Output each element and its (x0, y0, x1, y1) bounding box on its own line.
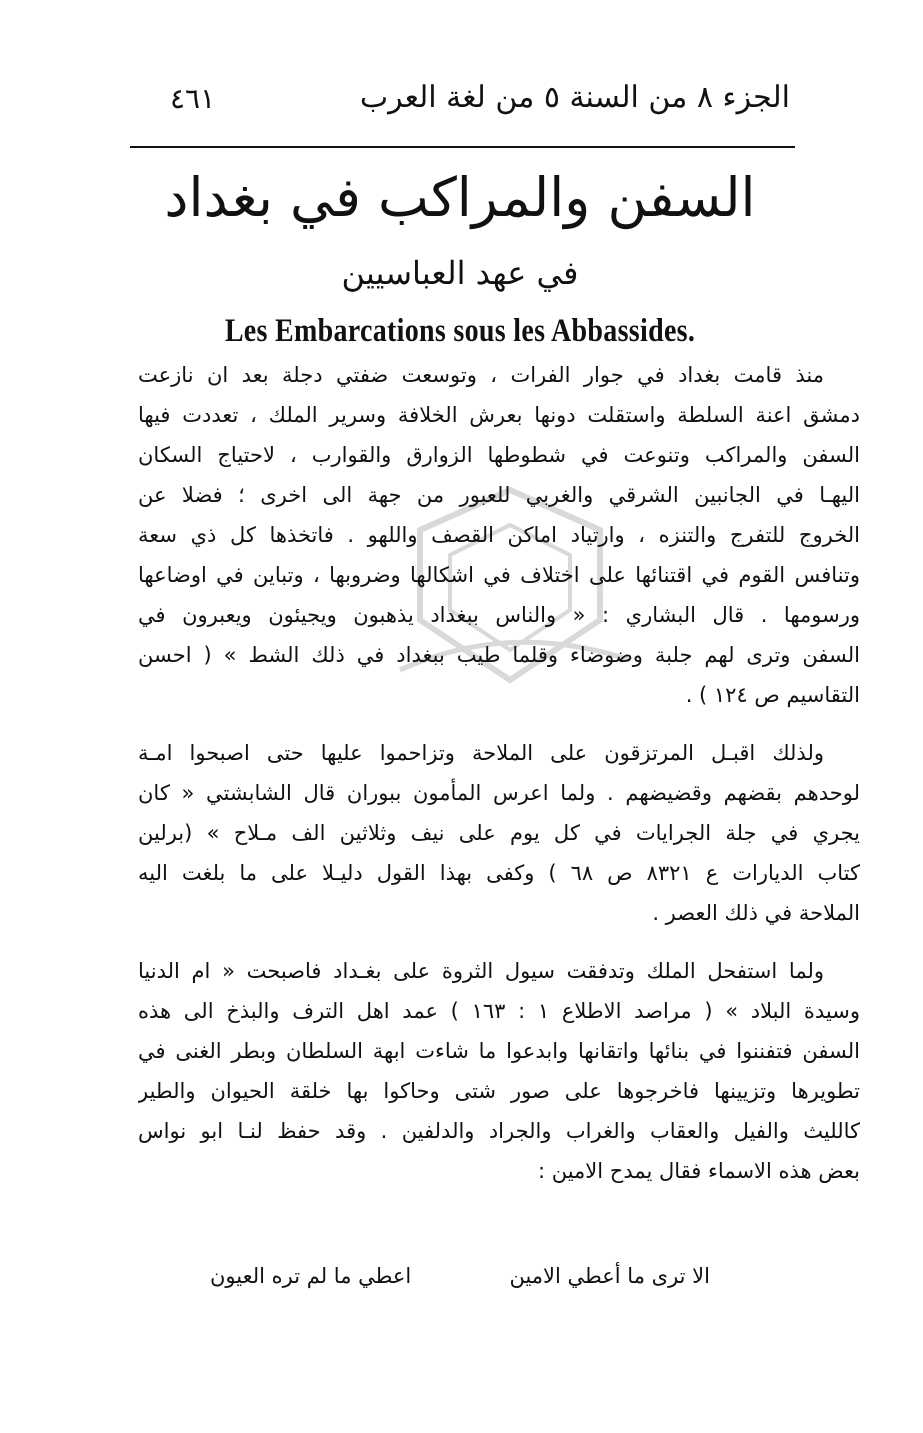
text-line: اليهـا في الجانبين الشرقي والغربي للعبور من جهة الى اخرى ؛ فضلا عن (138, 483, 860, 507)
text-line: كالليث والفيل والعقاب والغراب والجراد والدلفين . وقد حفظ لنـا ابو نواس (138, 1119, 860, 1143)
paragraph-3 (138, 951, 860, 1191)
page-number: ٤٦١ (170, 82, 216, 115)
paragraph-1 (138, 355, 860, 715)
running-title: الجزء ٨ من السنة ٥ من لغة العرب (359, 80, 790, 115)
text-line: الملاحة في ذلك العصر . (652, 901, 860, 925)
text-line: السفن فتفننوا في بنائها واتقانها وابدعوا ما شاءت ابهة السلطان وبطر الغنى في (138, 1039, 860, 1063)
text-line: وسيدة البلاد » ( مراصد الاطلاع ١ : ١٦٣ ) عمد اهل الترف والبذخ الى هذه (138, 999, 860, 1023)
verse-second-hemistich: اعطي ما لم تره العيون (210, 1264, 412, 1288)
body-text (138, 355, 860, 1191)
text-line: ولذلك اقبـل المرتزقون على الملاحة وتزاحموا عليها حتى اصبحوا امـة (138, 741, 824, 765)
text-line: بعض هذه الاسماء فقال يمدح الامين : (537, 1159, 860, 1183)
paragraph-2 (138, 733, 860, 933)
text-line: السفن وترى لهم جلبة وضوضاء وقلما طيب ببغداد في ذلك الشط » ( احسن (138, 643, 860, 667)
text-line: لوحدهم بقضهم وقضيضهم . ولما اعرس المأمون ببوران قال الشابشتي « كان (138, 781, 860, 805)
text-line: الخروج للتفرج والتنزه ، وارتياد اماكن القصف واللهو . فاتخذها كل ذي سعة (138, 523, 860, 547)
article-title: السفن والمراكب في بغداد (164, 166, 756, 229)
latin-title: Les Embarcations sous les Abbassides. (224, 312, 696, 350)
text-line: السفن والمراكب وتنوعت في شطوطها الزوارق والقوارب ، لاحتياج السكان (138, 443, 860, 467)
text-line: ورسومها . قال البشاري : « والناس ببغداد يذهبون ويجيئون ويعبرون في (138, 603, 860, 627)
verse-first-hemistich: الا ترى ما أعطي الامين (509, 1264, 710, 1288)
text-line: وتنافس القوم في اقتنائها على اختلاف في اشكالها وضروبها ، وتباين في اوضاعها (138, 563, 860, 587)
text-line: كتاب الديارات ع ٨٣٢١ ص ٦٨ ) وكفى بهذا القول دليـلا على ما بلغت اليه (138, 861, 860, 885)
text-line: ولما استفحل الملك وتدفقت سيول الثروة على بغـداد فاصبحت « ام الدنيا (138, 959, 824, 983)
text-line: منذ قامت بغداد في جوار الفرات ، وتوسعت ضفتي دجلة بعد ان نازعت (138, 363, 824, 387)
header-rule (130, 146, 795, 148)
poem-verse (210, 1256, 710, 1296)
text-line: تطويرها وتزيينها فاخرجوها على صور شتى وحاكوا بها خلقة الحيوان والطير (138, 1079, 860, 1103)
text-line: التقاسيم ص ١٢٤ ) . (685, 683, 860, 707)
text-line: دمشق اعنة السلطة واستقلت دونها بعرش الخلافة وسرير الملك ، تعددت فيها (138, 403, 860, 427)
article-subtitle: في عهد العباسيين (341, 254, 579, 292)
running-header (130, 78, 790, 122)
text-line: يجري في جلة الجرايات في كل يوم على نيف وثلاثين الف مـلاح » (برلين (138, 821, 860, 845)
